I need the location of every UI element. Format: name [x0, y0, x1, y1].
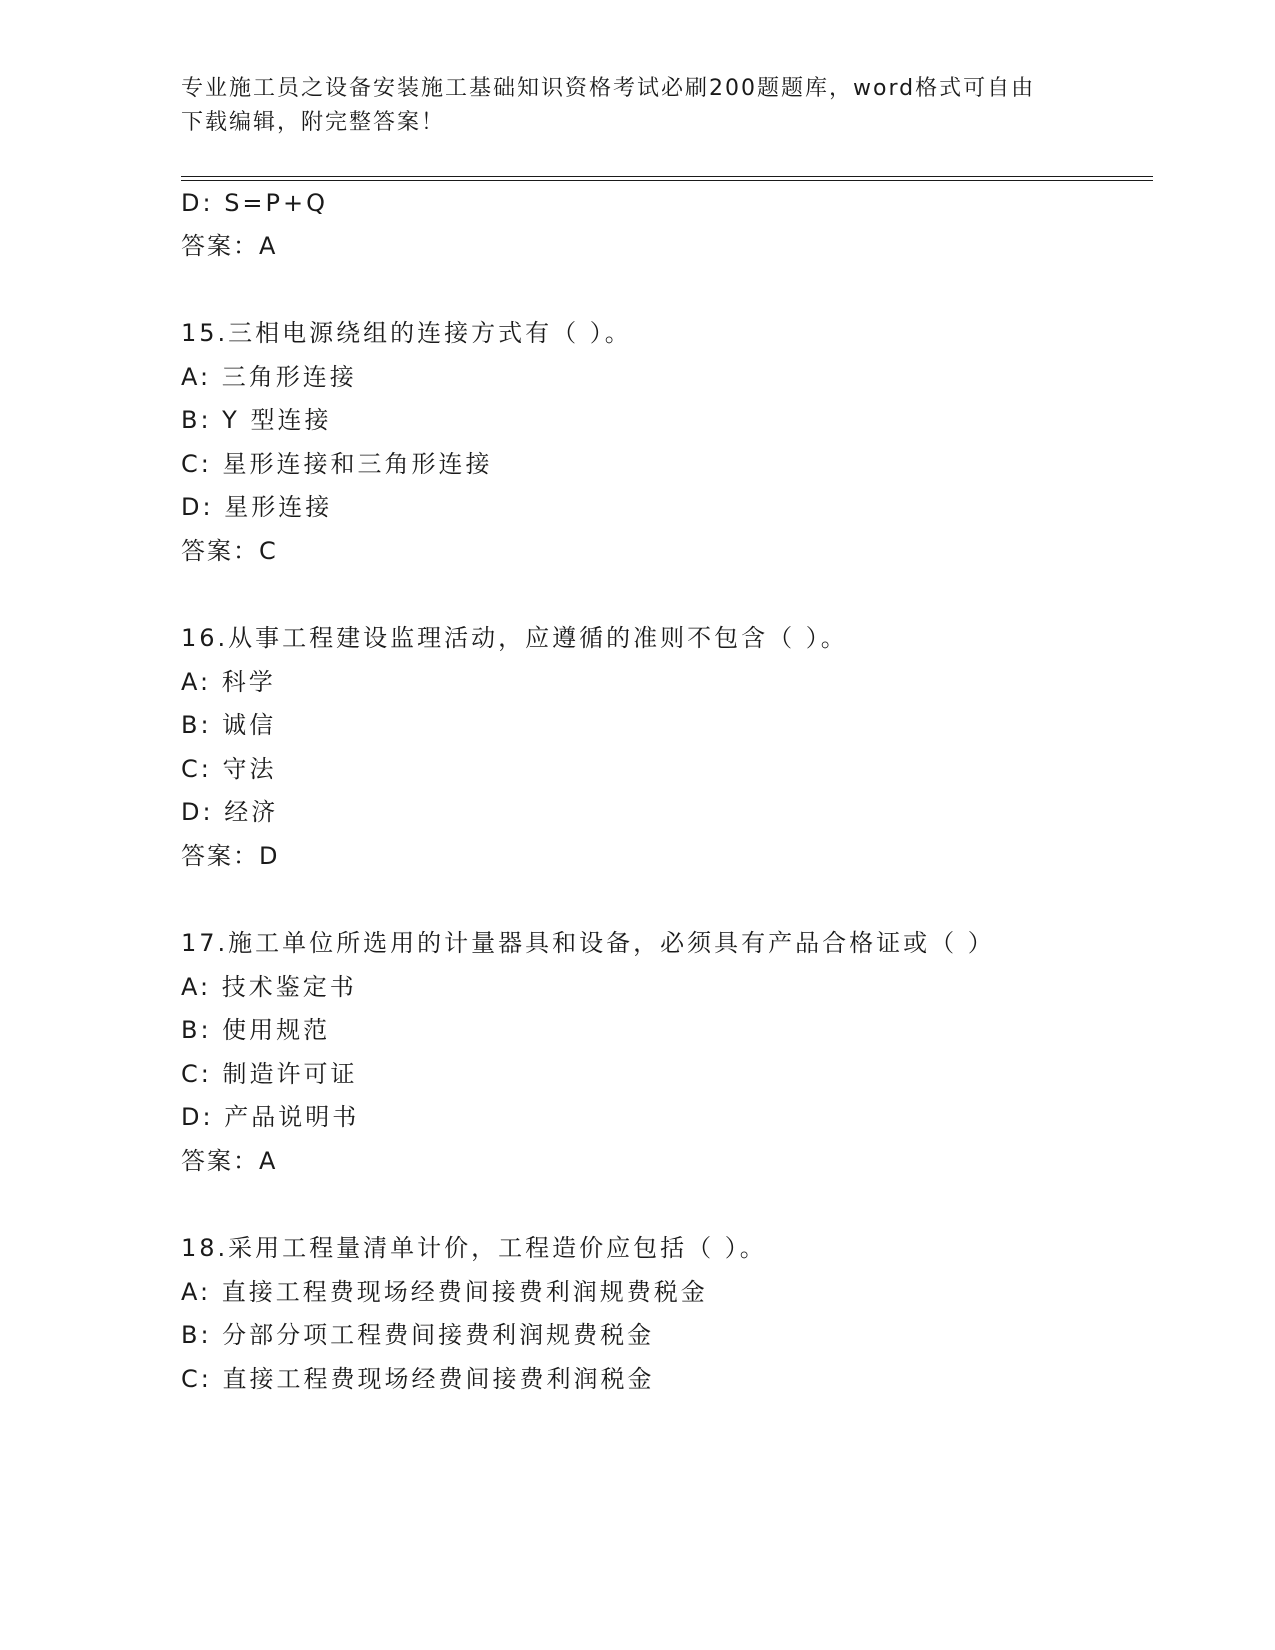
q14-answer: 答案：A: [181, 232, 278, 260]
q18-option-a: A: 直接工程费现场经费间接费利润规费税金: [181, 1278, 708, 1306]
page-header: [181, 72, 1081, 140]
q17-option-a: A: 技术鉴定书: [181, 973, 357, 1001]
q17-option-c: C: 制造许可证: [181, 1060, 358, 1088]
q15-option-c: C: 星形连接和三角形连接: [181, 450, 493, 478]
q16-option-a: A: 科学: [181, 668, 276, 696]
header-divider: [181, 176, 1153, 181]
q16-option-c: C: 守法: [181, 755, 277, 783]
q15-question: 15.三相电源绕组的连接方式有（ ）。: [181, 319, 632, 347]
q18-option-c: C: 直接工程费现场经费间接费利润税金: [181, 1365, 655, 1393]
q16-question: 16.从事工程建设监理活动，应遵循的准则不包含（ ）。: [181, 624, 848, 652]
q16-option-d: D: 经济: [181, 798, 279, 826]
q14-option-d: D: S=P+Q: [181, 189, 329, 217]
q15-option-d: D: 星形连接: [181, 493, 333, 521]
header-line-2: 下载编辑，附完整答案！: [181, 110, 446, 135]
header-line-1: 专业施工员之设备安装施工基础知识资格考试必刷200题题库，word格式可自由: [181, 76, 1036, 101]
q16-answer: 答案：D: [181, 842, 280, 870]
q17-answer: 答案：A: [181, 1147, 278, 1175]
q15-option-b: B: Y 型连接: [181, 406, 332, 434]
q15-answer: 答案：C: [181, 537, 278, 565]
q16-option-b: B: 诚信: [181, 711, 277, 739]
q18-question: 18.采用工程量清单计价，工程造价应包括（ ）。: [181, 1234, 767, 1262]
q18-option-b: B: 分部分项工程费间接费利润规费税金: [181, 1321, 655, 1349]
q17-option-d: D: 产品说明书: [181, 1103, 360, 1131]
q17-question: 17.施工单位所选用的计量器具和设备，必须具有产品合格证或（ ）: [181, 929, 995, 957]
q17-option-b: B: 使用规范: [181, 1016, 331, 1044]
q15-option-a: A: 三角形连接: [181, 363, 357, 391]
